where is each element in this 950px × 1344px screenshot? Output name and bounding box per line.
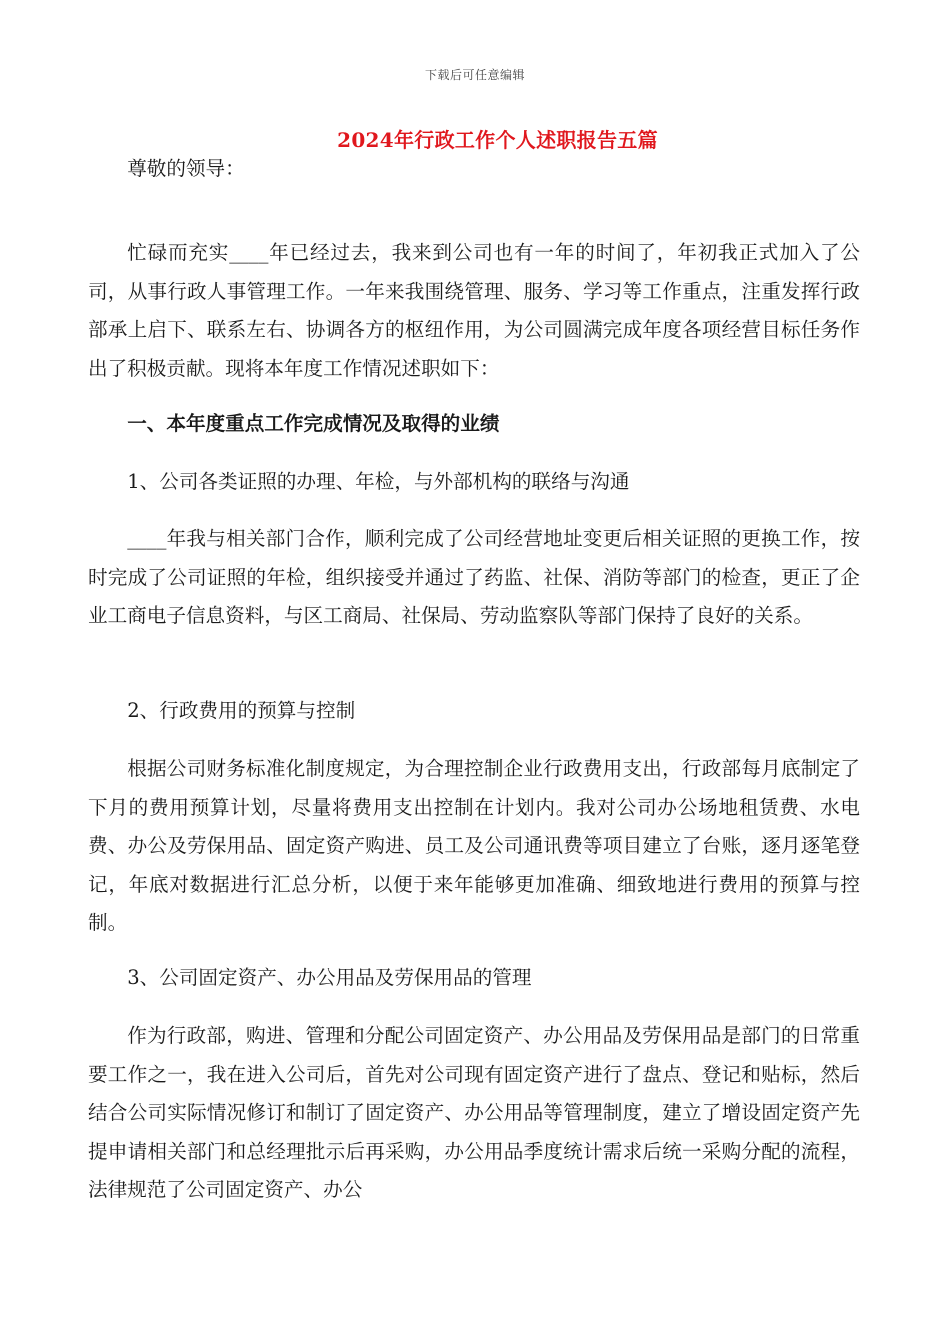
item-1-heading: 1、公司各类证照的办理、年检，与外部机构的联络与沟通 xyxy=(127,470,630,493)
intro-paragraph: 忙碌而充实____年已经过去，我来到公司也有一年的时间了，年初我正式加入了公司，从事行政人事管理工作。一年来我围绕管理、服务、学习等工作重点，注重发挥行政部承上启下、联系左右、协调各方的枢纽作用，为公司圆满完成年度各项经营目标任务作出了积极贡献。现将本年度工作情况述职如下： xyxy=(88,241,860,380)
section-heading: 一、本年度重点工作完成情况及取得的业绩 xyxy=(127,412,500,435)
item-3-heading: 3、公司固定资产、办公用品及劳保用品的管理 xyxy=(127,966,532,989)
item-2-heading: 2、行政费用的预算与控制 xyxy=(127,699,356,722)
salutation: 尊敬的领导： xyxy=(127,157,245,180)
item-2-paragraph: 根据公司财务标准化制度规定，为合理控制企业行政费用支出，行政部每月底制定了下月的费用预算计划，尽量将费用支出控制在计划内。我对公司办公场地租赁费、水电费、办公及劳保用品、固定资产购进、员工及公司通讯费等项目建立了台账，逐月逐笔登记，年底对数据进行汇总分析，以便于来年能够更加准确、细致地进行费用的预算与控制。 xyxy=(88,757,860,935)
document-title: 2024年行政工作个人述职报告五篇 xyxy=(337,128,658,152)
item-1-paragraph: ____年我与相关部门合作，顺利完成了公司经营地址变更后相关证照的更换工作，按时完成了公司证照的年检，组织接受并通过了药监、社保、消防等部门的检查，更正了企业工商电子信息资料，与区工商局、社保局、劳动监察队等部门保持了良好的关系。 xyxy=(88,527,860,628)
header-note: 下载后可任意编辑 xyxy=(424,68,525,82)
item-3-paragraph: 作为行政部，购进、管理和分配公司固定资产、办公用品及劳保用品是部门的日常重要工作之一，我在进入公司后，首先对公司现有固定资产进行了盘点、登记和贴标，然后结合公司实际情况修订和制订了固定资产、办公用品等管理制度，建立了增设固定资产先提申请相关部门和总经理批示后再采购，办公用品季度统计需求后统一采购分配的流程，法律规范了公司固定资产、办公 xyxy=(88,1024,860,1202)
